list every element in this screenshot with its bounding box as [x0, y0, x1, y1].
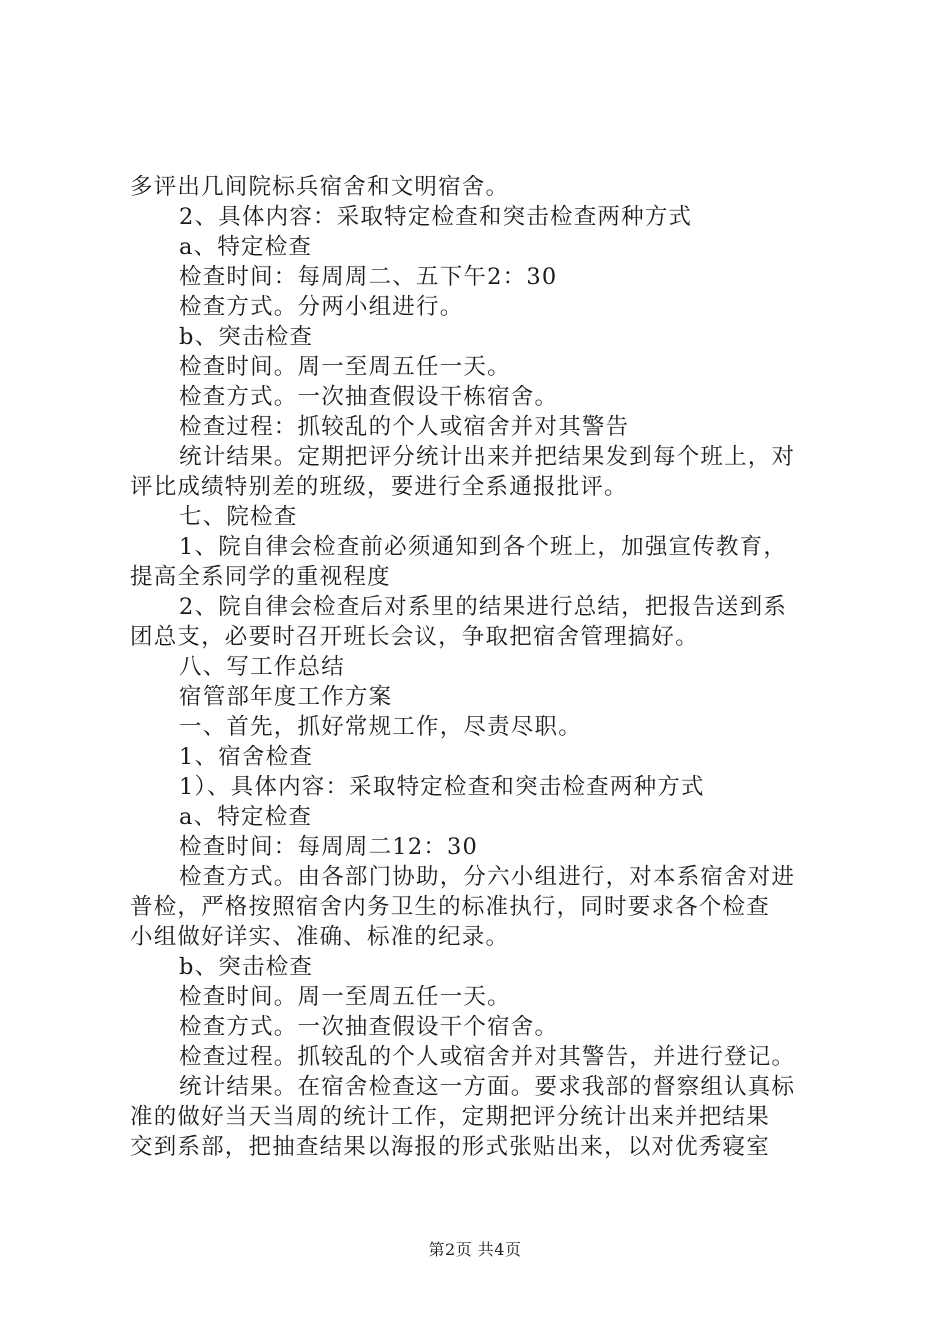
- text-line: 七、院检查: [179, 504, 298, 530]
- text-line: a、特定检查: [179, 804, 313, 830]
- text-line: 准的做好当天当周的统计工作，定期把评分统计出来并把结果: [130, 1104, 770, 1130]
- text-line: 普检，严格按照宿舍内务卫生的标准执行，同时要求各个检查: [130, 894, 770, 920]
- text-line: 检查时间。周一至周五任一天。: [179, 984, 511, 1010]
- text-line: 1、院自律会检查前必须通知到各个班上，加强宣传教育，: [179, 534, 788, 560]
- text-line: 小组做好详实、准确、标准的纪录。: [130, 924, 510, 950]
- text-line: 统计结果。定期把评分统计出来并把结果发到每个班上，对: [179, 444, 796, 470]
- text-line: 提高全系同学的重视程度: [130, 564, 391, 590]
- text-line: 八、写工作总结: [179, 654, 345, 680]
- text-line: 检查时间：每周周二12：30: [179, 834, 479, 860]
- text-line: 交到系部，把抽查结果以海报的形式张贴出来，以对优秀寝室: [130, 1134, 770, 1160]
- text-line: 检查方式。一次抽查假设干个宿舍。: [179, 1014, 559, 1040]
- text-line: 团总支，必要时召开班长会议，争取把宿舍管理搞好。: [130, 624, 699, 650]
- text-line: 2、院自律会检查后对系里的结果进行总结，把报告送到系: [179, 594, 788, 620]
- text-line: b、突击检查: [179, 324, 314, 350]
- text-line: 宿管部年度工作方案: [179, 684, 393, 710]
- text-line: 检查过程。抓较乱的个人或宿舍并对其警告，并进行登记。: [179, 1044, 796, 1070]
- text-line: 检查时间：每周周二、五下午2：30: [179, 264, 558, 290]
- document-body: [130, 172, 830, 1162]
- text-line: 1）、具体内容：采取特定检查和突击检查两种方式: [179, 774, 705, 800]
- text-line: 检查方式。一次抽查假设干栋宿舍。: [179, 384, 559, 410]
- text-line: 评比成绩特别差的班级，要进行全系通报批评。: [130, 474, 628, 500]
- text-line: a、特定检查: [179, 234, 313, 260]
- text-line: 多评出几间院标兵宿舍和文明宿舍。: [130, 174, 510, 200]
- text-line: 检查方式。由各部门协助，分六小组进行，对本系宿舍对进: [179, 864, 796, 890]
- page-footer: 第2页 共4页: [428, 1240, 522, 1259]
- text-line: b、突击检查: [179, 954, 314, 980]
- text-line: 统计结果。在宿舍检查这一方面。要求我部的督察组认真标: [179, 1074, 796, 1100]
- text-line: 2、具体内容：采取特定检查和突击检查两种方式: [179, 204, 693, 230]
- text-line: 检查时间。周一至周五任一天。: [179, 354, 511, 380]
- text-line: 一、首先，抓好常规工作，尽责尽职。: [179, 714, 582, 740]
- text-line: 检查方式。分两小组进行。: [179, 294, 464, 320]
- text-line: 1、宿舍检查: [179, 744, 314, 770]
- text-line: 检查过程：抓较乱的个人或宿舍并对其警告: [179, 414, 630, 440]
